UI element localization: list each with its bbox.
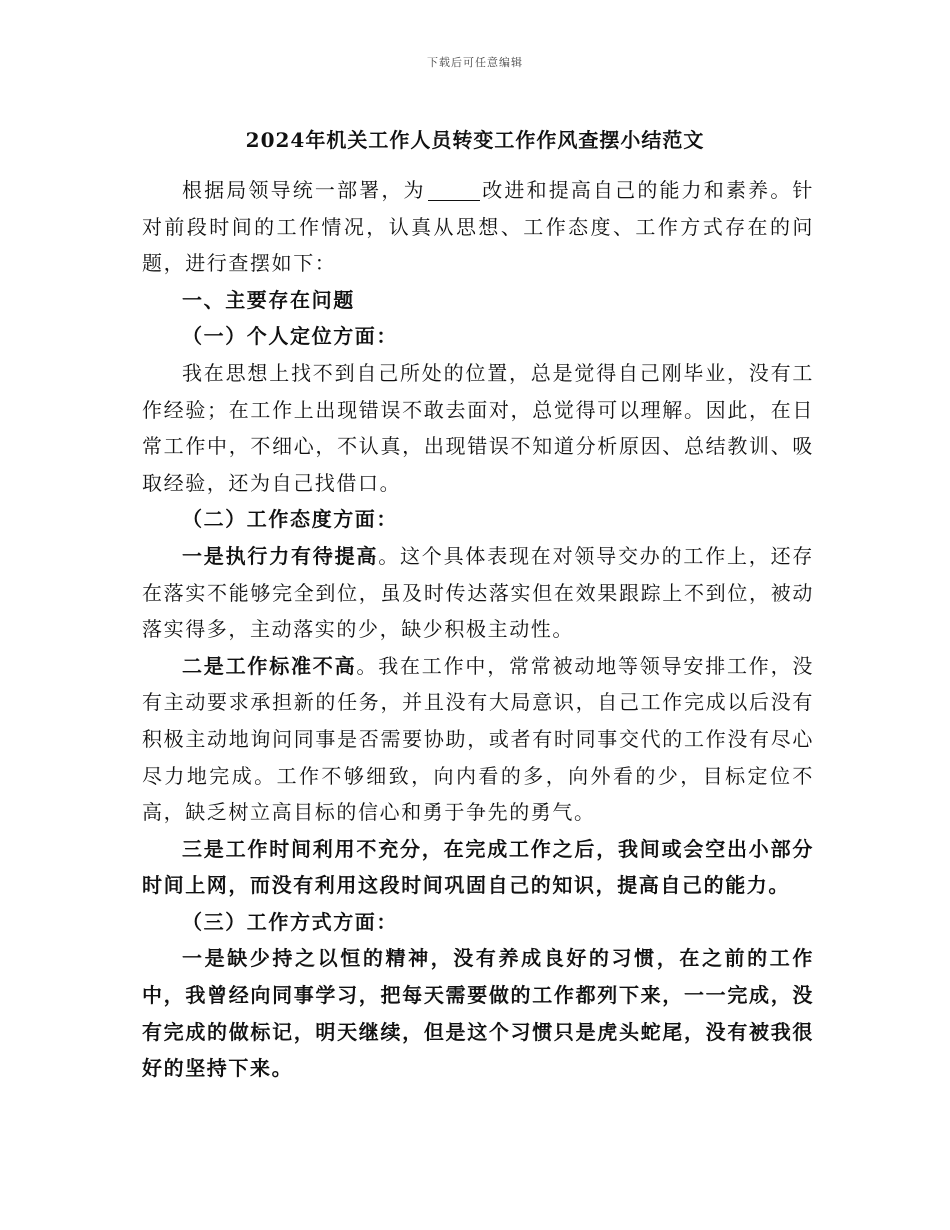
section-heading-main-problems: 一、主要存在问题 — [182, 287, 355, 312]
subsection-heading-methods: （三）工作方式方面： — [182, 909, 398, 934]
attitude-point-1-lead: 一是执行力有待提高 — [182, 543, 379, 568]
attitude-point-1-text: 。这个具体表现在对领导交办的工作上，还存在落实不能够完全到位，虽及时传达落实但在效果跟踪上不到位，被动落实得多，主动落实的少，缺少积极主动性。 — [142, 543, 814, 642]
header-note: 下载后可任意编辑 — [427, 56, 523, 69]
intro-before-blank: 根据局领导统一部署，为 — [182, 178, 426, 202]
attitude-paragraph-3: 三是工作时间利用不充分，在完成工作之后，我间或会空出小部分时间上网，而没有利用这段时间巩固自己的知识，提高自己的能力。 — [142, 836, 814, 898]
positioning-paragraph: 我在思想上找不到自己所处的位置，总是觉得自己刚毕业，没有工作经验；在工作上出现错误不敢去面对，总觉得可以理解。因此，在日常工作中，不细心，不认真，出现错误不知道分析原因、总结教训、吸取经验，还为自己找借口。 — [142, 360, 814, 495]
attitude-point-2-lead: 二是工作标准不高 — [182, 653, 357, 678]
document-title: 2024年机关工作人员转变工作作风查摆小结范文 — [245, 128, 705, 152]
subsection-heading-positioning: （一）个人定位方面： — [182, 324, 398, 349]
fill-in-blank — [428, 180, 480, 201]
attitude-paragraph-2 — [142, 648, 814, 831]
intro-paragraph — [142, 172, 814, 282]
intro-after-blank: 改进和提高自己的能力和素养。针对前段时间的工作情况，认真从思想、工作态度、工作方式存在的问题，进行查摆如下： — [142, 178, 815, 276]
methods-paragraph-1: 一是缺少持之以恒的精神，没有养成良好的习惯，在之前的工作中，我曾经向同事学习，把每天需要做的工作都列下来，一一完成，没有完成的做标记，明天继续，但是这个习惯只是虎头蛇尾，没有被我很好的坚持下来。 — [142, 946, 814, 1081]
subsection-heading-attitude: （二）工作态度方面： — [182, 507, 398, 532]
attitude-point-2-text: 。我在工作中，常常被动地等领导安排工作，没有主动要求承担新的任务，并且没有大局意识，自己工作完成以后没有积极主动地询问同事是否需要协助，或者有时同事交代的工作没有尽心尽力地完成。工作不够细致，向内看的多，向外看的少，目标定位不高，缺乏树立高目标的信心和勇于争先的勇气。 — [142, 653, 814, 825]
document-body — [142, 172, 814, 1087]
attitude-paragraph-1 — [142, 538, 814, 648]
